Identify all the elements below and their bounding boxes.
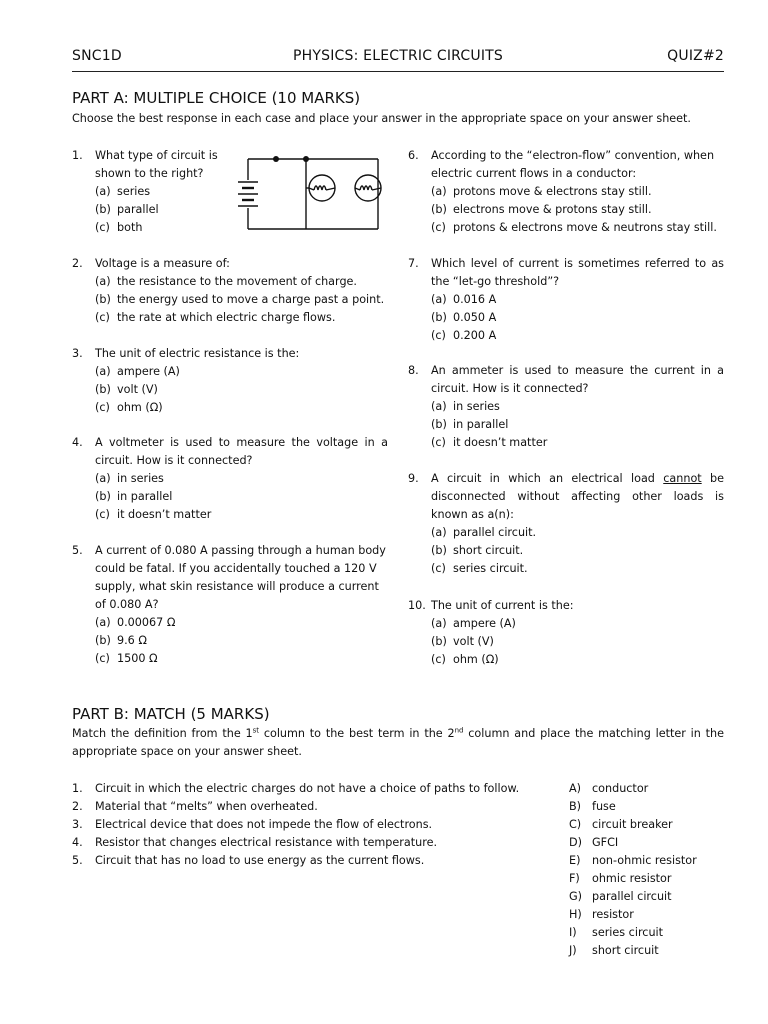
page-title: PHYSICS: ELECTRIC CIRCUITS [293, 48, 503, 64]
option-a: (a) protons move & electrons stay still. [431, 185, 652, 198]
option-c: (c) series circuit. [431, 562, 528, 575]
question-text: A current of 0.080 A passing through a human body [95, 544, 386, 557]
option-a: (a) the resistance to the movement of charge. [95, 275, 357, 288]
option-a: (a) ampere (A) [95, 365, 180, 378]
term-item: C) circuit breaker [569, 818, 673, 831]
quiz-number: QUIZ#2 [667, 48, 724, 64]
option-c: (c) it doesn’t matter [431, 436, 548, 449]
battery-icon [238, 182, 258, 206]
question-text: Which level of current is sometimes referred to as [431, 257, 724, 270]
question-text: A voltmeter is used to measure the voltage in a [95, 436, 388, 449]
lamp-icon [309, 175, 335, 201]
question-text: supply, what skin resistance will produce a current [95, 580, 379, 593]
term-item: A) conductor [569, 782, 649, 795]
question-text: disconnected without affecting other loads is [431, 490, 724, 503]
term-item: I) series circuit [569, 926, 664, 939]
option-a: (a) parallel circuit. [431, 526, 537, 539]
question-text: circuit. How is it connected? [95, 454, 253, 467]
option-a: (a) 0.016 A [431, 293, 497, 306]
option-c: (c) 0.200 A [431, 329, 497, 342]
question-text: could be fatal. If you accidentally touched a 120 V [95, 562, 377, 575]
question-text: The unit of electric resistance is the: [95, 347, 300, 360]
option-b: (b) volt (V) [431, 635, 494, 648]
term-item: D) GFCI [569, 836, 619, 849]
option-c: (c) the rate at which electric charge flows. [95, 311, 336, 324]
option-c: (c) it doesn’t matter [95, 508, 212, 521]
term-item: J) short circuit [569, 944, 659, 957]
question-text: What type of circuit is [95, 149, 218, 162]
question-text: known as a(n): [431, 508, 514, 521]
term-item: G) parallel circuit [569, 890, 672, 903]
option-b: (b) in parallel [431, 418, 509, 431]
question-text: According to the “electron-flow” convention, when [431, 149, 715, 162]
question-text: A circuit in which an electrical load cannot be [431, 472, 724, 485]
question-text: Voltage is a measure of: [95, 257, 230, 270]
option-b: (b) 0.050 A [431, 311, 497, 324]
option-b: (b) 9.6 Ω [95, 634, 147, 647]
junction-dot [273, 156, 279, 162]
lamp-icon [355, 175, 381, 201]
question-text: the “let-go threshold”? [431, 275, 560, 288]
option-c: (c) ohm (Ω) [95, 401, 163, 414]
option-a: (a) 0.00067 Ω [95, 616, 176, 629]
option-b: (b) the energy used to move a charge past a point. [95, 293, 385, 306]
course-code: SNC1D [72, 48, 122, 64]
option-b: (b) short circuit. [431, 544, 524, 557]
question-number: 1. [72, 149, 83, 162]
part-b-title: PART B: MATCH (5 MARKS) [72, 705, 270, 723]
option-a: (a) in series [431, 400, 500, 413]
term-item: F) ohmic resistor [569, 872, 672, 885]
page-header [72, 48, 724, 68]
option-b: (b) parallel [95, 203, 159, 216]
option-c: (c) 1500 Ω [95, 652, 158, 665]
question-text: of 0.080 A? [95, 598, 159, 611]
option-b: (b) volt (V) [95, 383, 158, 396]
term-item: H) resistor [569, 908, 634, 921]
part-a-title: PART A: MULTIPLE CHOICE (10 MARKS) [72, 89, 361, 107]
junction-dot [303, 156, 309, 162]
option-b: (b) in parallel [95, 490, 173, 503]
option-c: (c) protons & electrons move & neutrons stay still. [431, 221, 717, 234]
question-text: An ammeter is used to measure the current in a [431, 364, 724, 377]
option-a: (a) series [95, 185, 151, 198]
header-rule [72, 71, 724, 72]
option-a: (a) ampere (A) [431, 617, 516, 630]
question-text: shown to the right? [95, 167, 204, 180]
option-b: (b) electrons move & protons stay still. [431, 203, 652, 216]
option-c: (c) ohm (Ω) [431, 653, 499, 666]
question-text: circuit. How is it connected? [431, 382, 589, 395]
term-item: E) non-ohmic resistor [569, 854, 697, 867]
part-b-instruction: Match the definition from the 1st column to the best term in the 2nd column and place the matching letter in the appropriate space on your answer sheet. [72, 726, 724, 758]
part-a-instruction: Choose the best response in each case and place your answer in the appropriate space on your answer sheet. [72, 112, 691, 125]
question-text: The unit of current is the: [431, 599, 574, 612]
emphasized-word: cannot [663, 472, 702, 485]
circuit-diagram [228, 150, 388, 232]
term-item: B) fuse [569, 800, 616, 813]
question-text: electric current flows in a conductor: [431, 167, 637, 180]
option-a: (a) in series [95, 472, 164, 485]
option-c: (c) both [95, 221, 143, 234]
